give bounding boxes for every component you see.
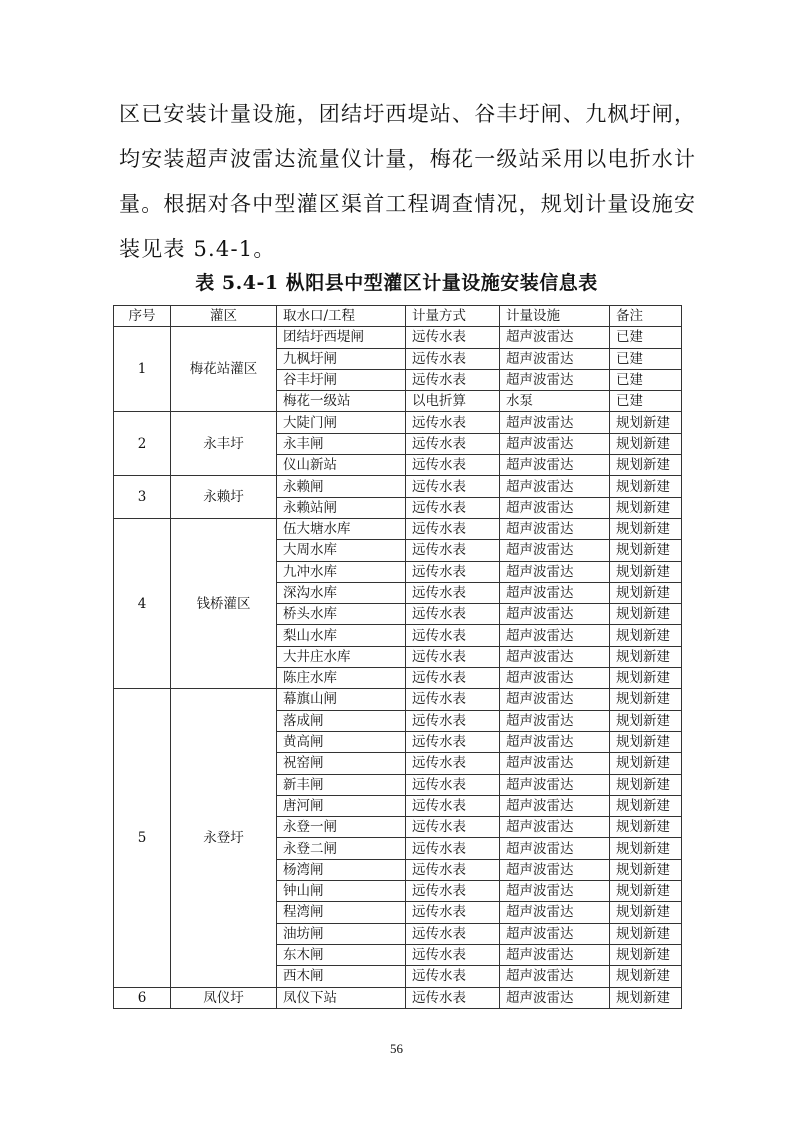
remark-cell: 规划新建	[610, 476, 682, 497]
method-cell: 远传水表	[406, 668, 500, 689]
intake-cell: 谷丰圩闸	[277, 369, 406, 390]
remark-cell: 规划新建	[610, 412, 682, 433]
intake-cell: 油坊闸	[277, 923, 406, 944]
intake-cell: 钟山闸	[277, 881, 406, 902]
intake-cell: 九冲水库	[277, 561, 406, 582]
group-number-cell: 1	[114, 327, 171, 412]
method-cell: 远传水表	[406, 497, 500, 518]
table-row	[114, 476, 682, 497]
method-cell: 远传水表	[406, 540, 500, 561]
remark-cell: 规划新建	[610, 923, 682, 944]
remark-cell: 规划新建	[610, 710, 682, 731]
facility-cell: 超声波雷达	[500, 710, 610, 731]
intake-cell: 永赖闸	[277, 476, 406, 497]
remark-cell: 规划新建	[610, 817, 682, 838]
facility-cell: 超声波雷达	[500, 859, 610, 880]
remark-cell: 规划新建	[610, 838, 682, 859]
facility-cell: 超声波雷达	[500, 881, 610, 902]
remark-cell: 规划新建	[610, 753, 682, 774]
method-cell: 远传水表	[406, 795, 500, 816]
table-body	[114, 327, 682, 1009]
intake-cell: 永登一闸	[277, 817, 406, 838]
facility-cell: 超声波雷达	[500, 455, 610, 476]
method-cell: 远传水表	[406, 433, 500, 454]
table-row	[114, 987, 682, 1008]
facility-cell: 超声波雷达	[500, 817, 610, 838]
method-cell: 远传水表	[406, 966, 500, 987]
remark-cell: 规划新建	[610, 944, 682, 965]
group-number-cell: 4	[114, 518, 171, 688]
method-cell: 远传水表	[406, 561, 500, 582]
district-cell: 梅花站灌区	[171, 327, 277, 412]
remark-cell: 规划新建	[610, 668, 682, 689]
intake-cell: 梅花一级站	[277, 391, 406, 412]
intake-cell: 永丰闸	[277, 433, 406, 454]
page-number: 56	[390, 1041, 403, 1056]
metering-facilities-table	[113, 305, 682, 1009]
method-cell: 远传水表	[406, 582, 500, 603]
method-cell: 远传水表	[406, 731, 500, 752]
remark-cell: 规划新建	[610, 689, 682, 710]
district-cell: 永登圩	[171, 689, 277, 987]
method-cell: 远传水表	[406, 412, 500, 433]
intake-cell: 深沟水库	[277, 582, 406, 603]
intake-cell: 桥头水库	[277, 604, 406, 625]
facility-cell: 超声波雷达	[500, 540, 610, 561]
intake-cell: 唐河闸	[277, 795, 406, 816]
intake-cell: 西木闸	[277, 966, 406, 987]
facility-cell: 超声波雷达	[500, 646, 610, 667]
method-cell: 远传水表	[406, 604, 500, 625]
header-cell-intake: 取水口/工程	[277, 306, 406, 327]
method-cell: 远传水表	[406, 455, 500, 476]
remark-cell: 规划新建	[610, 987, 682, 1008]
district-cell: 凤仪圩	[171, 987, 277, 1008]
remark-cell: 规划新建	[610, 540, 682, 561]
method-cell: 远传水表	[406, 923, 500, 944]
remark-cell: 规划新建	[610, 881, 682, 902]
intake-cell: 祝窑闸	[277, 753, 406, 774]
paragraph-line: 区已安装计量设施，团结圩西堤站、谷丰圩闸、九枫圩闸，	[119, 102, 697, 126]
method-cell: 远传水表	[406, 859, 500, 880]
remark-cell: 规划新建	[610, 859, 682, 880]
intake-cell: 杨湾闸	[277, 859, 406, 880]
remark-cell: 规划新建	[610, 518, 682, 539]
district-cell: 永赖圩	[171, 476, 277, 519]
intake-cell: 东木闸	[277, 944, 406, 965]
table-row	[114, 518, 682, 539]
group-number-cell: 3	[114, 476, 171, 519]
facility-cell: 超声波雷达	[500, 966, 610, 987]
table-header-row	[114, 306, 682, 327]
table-row	[114, 327, 682, 348]
method-cell: 远传水表	[406, 902, 500, 923]
remark-cell: 规划新建	[610, 455, 682, 476]
facility-cell: 超声波雷达	[500, 902, 610, 923]
method-cell: 远传水表	[406, 348, 500, 369]
facility-cell: 超声波雷达	[500, 753, 610, 774]
intake-cell: 凤仪下站	[277, 987, 406, 1008]
method-cell: 远传水表	[406, 881, 500, 902]
facility-cell: 超声波雷达	[500, 561, 610, 582]
remark-cell: 规划新建	[610, 966, 682, 987]
facility-cell: 超声波雷达	[500, 944, 610, 965]
remark-cell: 规划新建	[610, 795, 682, 816]
remark-cell: 规划新建	[610, 731, 682, 752]
facility-cell: 超声波雷达	[500, 625, 610, 646]
intake-cell: 伍大塘水库	[277, 518, 406, 539]
remark-cell: 已建	[610, 327, 682, 348]
table-row	[114, 412, 682, 433]
remark-cell: 规划新建	[610, 497, 682, 518]
intake-cell: 永登二闸	[277, 838, 406, 859]
paragraph-line: 装见表 5.4-1。	[119, 237, 276, 261]
method-cell: 远传水表	[406, 327, 500, 348]
header-cell-district: 灌区	[171, 306, 277, 327]
header-cell-no: 序号	[114, 306, 171, 327]
remark-cell: 规划新建	[610, 582, 682, 603]
remark-cell: 规划新建	[610, 604, 682, 625]
paragraph-line: 量。根据对各中型灌区渠首工程调查情况，规划计量设施安	[119, 192, 697, 216]
method-cell: 远传水表	[406, 710, 500, 731]
remark-cell: 已建	[610, 391, 682, 412]
intake-cell: 程湾闸	[277, 902, 406, 923]
table-row	[114, 689, 682, 710]
method-cell: 远传水表	[406, 369, 500, 390]
intake-cell: 黄高闸	[277, 731, 406, 752]
facility-cell: 超声波雷达	[500, 518, 610, 539]
intake-cell: 仪山新站	[277, 455, 406, 476]
method-cell: 以电折算	[406, 391, 500, 412]
facility-cell: 超声波雷达	[500, 774, 610, 795]
method-cell: 远传水表	[406, 753, 500, 774]
facility-cell: 超声波雷达	[500, 795, 610, 816]
facility-cell: 超声波雷达	[500, 987, 610, 1008]
method-cell: 远传水表	[406, 518, 500, 539]
facility-cell: 超声波雷达	[500, 923, 610, 944]
intake-cell: 新丰闸	[277, 774, 406, 795]
method-cell: 远传水表	[406, 944, 500, 965]
method-cell: 远传水表	[406, 987, 500, 1008]
method-cell: 远传水表	[406, 689, 500, 710]
group-number-cell: 2	[114, 412, 171, 476]
remark-cell: 已建	[610, 348, 682, 369]
table-caption: 表 5.4-1 枞阳县中型灌区计量设施安装信息表	[195, 272, 598, 294]
remark-cell: 规划新建	[610, 433, 682, 454]
facility-cell: 超声波雷达	[500, 668, 610, 689]
intake-cell: 落成闸	[277, 710, 406, 731]
intake-cell: 梨山水库	[277, 625, 406, 646]
intake-cell: 九枫圩闸	[277, 348, 406, 369]
remark-cell: 规划新建	[610, 561, 682, 582]
remark-cell: 规划新建	[610, 902, 682, 923]
district-cell: 钱桥灌区	[171, 518, 277, 688]
intake-cell: 大周水库	[277, 540, 406, 561]
method-cell: 远传水表	[406, 625, 500, 646]
group-number-cell: 5	[114, 689, 171, 987]
intake-cell: 陈庄水库	[277, 668, 406, 689]
header-cell-facility: 计量设施	[500, 306, 610, 327]
header-cell-remark: 备注	[610, 306, 682, 327]
remark-cell: 规划新建	[610, 774, 682, 795]
facility-cell: 超声波雷达	[500, 731, 610, 752]
method-cell: 远传水表	[406, 838, 500, 859]
method-cell: 远传水表	[406, 646, 500, 667]
header-cell-method: 计量方式	[406, 306, 500, 327]
paragraph-line: 均安装超声波雷达流量仪计量，梅花一级站采用以电折水计	[119, 147, 697, 171]
facility-cell: 超声波雷达	[500, 327, 610, 348]
group-number-cell: 6	[114, 987, 171, 1008]
facility-cell: 超声波雷达	[500, 476, 610, 497]
method-cell: 远传水表	[406, 774, 500, 795]
facility-cell: 超声波雷达	[500, 497, 610, 518]
intake-cell: 幕旗山闸	[277, 689, 406, 710]
remark-cell: 规划新建	[610, 646, 682, 667]
facility-cell: 超声波雷达	[500, 582, 610, 603]
facility-cell: 超声波雷达	[500, 369, 610, 390]
facility-cell: 超声波雷达	[500, 348, 610, 369]
facility-cell: 水泵	[500, 391, 610, 412]
district-cell: 永丰圩	[171, 412, 277, 476]
intake-cell: 团结圩西堤闸	[277, 327, 406, 348]
facility-cell: 超声波雷达	[500, 689, 610, 710]
intake-cell: 永赖站闸	[277, 497, 406, 518]
intake-cell: 大陡门闸	[277, 412, 406, 433]
facility-cell: 超声波雷达	[500, 412, 610, 433]
facility-cell: 超声波雷达	[500, 838, 610, 859]
method-cell: 远传水表	[406, 817, 500, 838]
facility-cell: 超声波雷达	[500, 604, 610, 625]
remark-cell: 规划新建	[610, 625, 682, 646]
method-cell: 远传水表	[406, 476, 500, 497]
facility-cell: 超声波雷达	[500, 433, 610, 454]
remark-cell: 已建	[610, 369, 682, 390]
intake-cell: 大井庄水库	[277, 646, 406, 667]
body-paragraph	[119, 92, 697, 272]
